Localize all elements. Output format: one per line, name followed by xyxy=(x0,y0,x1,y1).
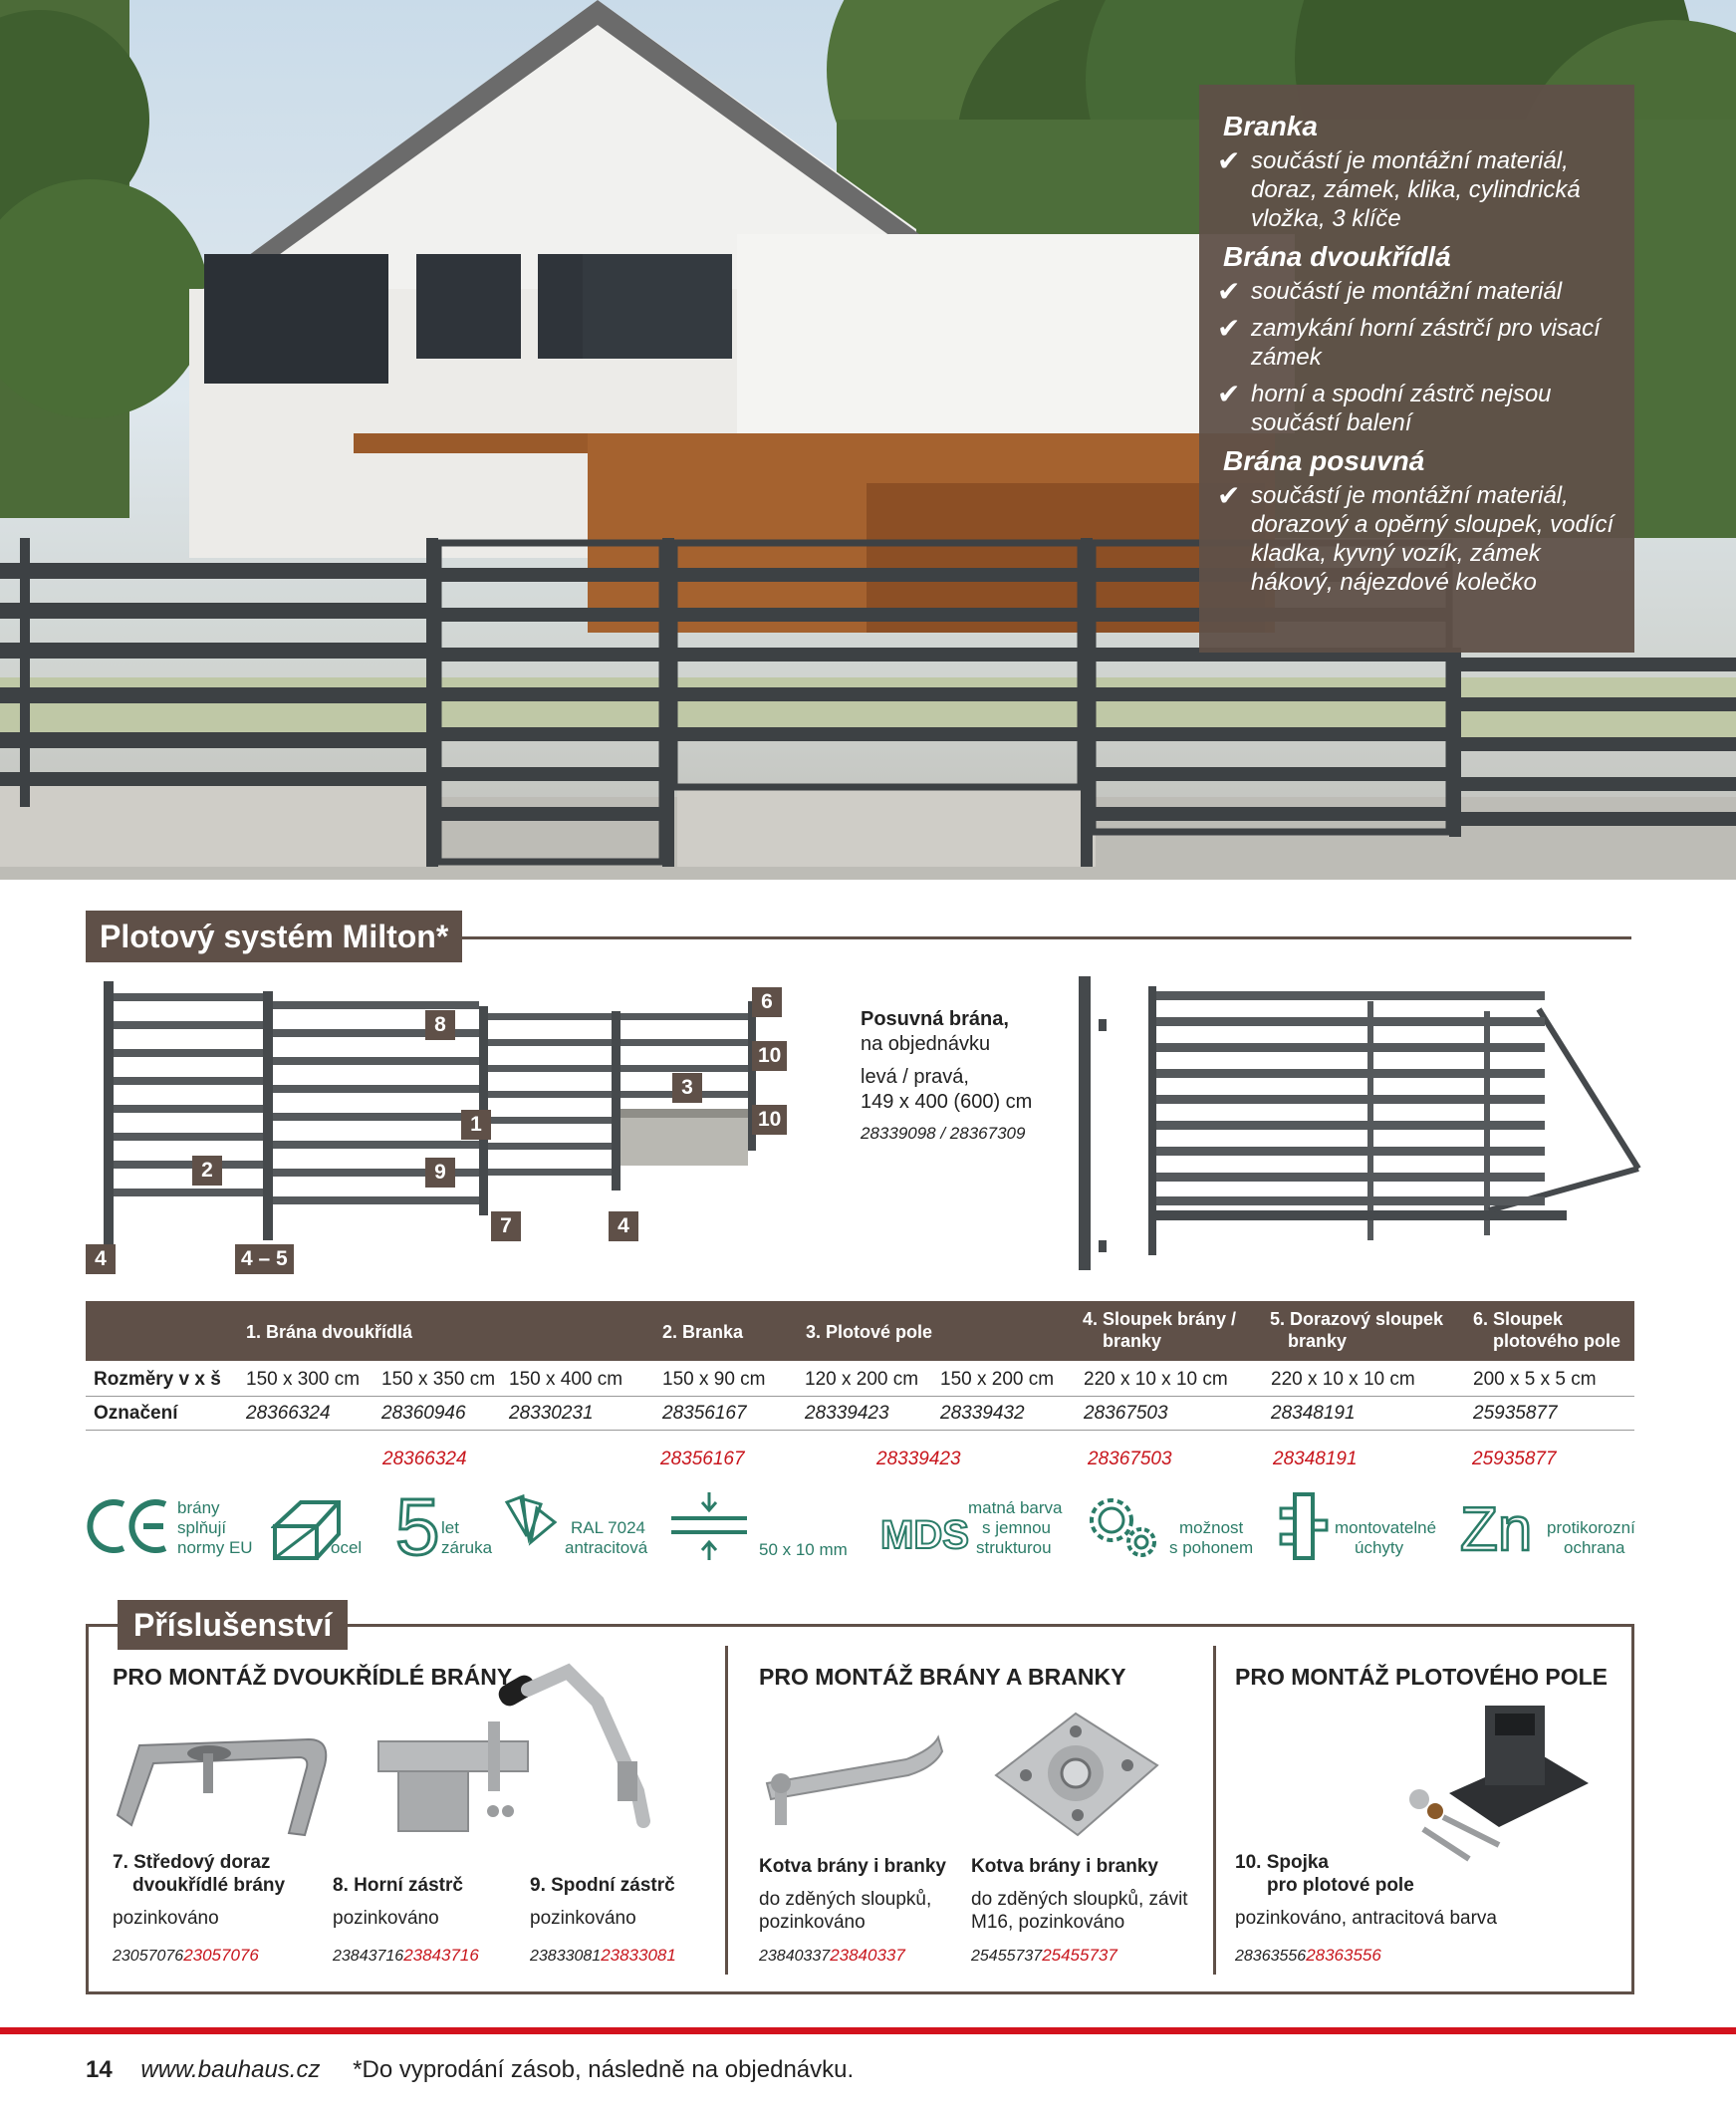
badge-10: 10 xyxy=(752,1041,787,1071)
sliding-gate-info: Posuvná brána, na objednávku levá / pravá, 149 x 400 (600) cm 28339098 / 28367309 xyxy=(861,1008,1033,1143)
gears-icon xyxy=(1088,1490,1162,1562)
red-code: 28356167 xyxy=(660,1449,745,1469)
red-code: 28339423 xyxy=(876,1449,961,1469)
sliding-gate-illustration xyxy=(1071,971,1648,1275)
group-heading-brany-branky: PRO MONTÁŽ BRÁNY A BRANKY xyxy=(759,1664,1126,1690)
gate-anchor-illustration xyxy=(757,1723,946,1843)
product-anchor-2: Kotva brány i branky do zděných sloupků, závit M16, pozinkováno 2545573725455737 xyxy=(971,1856,1188,1965)
center-stop-illustration xyxy=(110,1706,339,1845)
mds-logo-icon xyxy=(878,1490,973,1562)
footnote: *Do vyprodání zásob, následně na objednávku. xyxy=(353,2056,855,2083)
info-item: ✔ součástí je montážní materiál, dorazový a opěrný sloupek, vodící kladka, kyvný vozík, zámek hákový, nájezdové kolečko xyxy=(1217,480,1614,596)
bolt-lock-illustration xyxy=(369,1662,697,1841)
red-code: 28367503 xyxy=(1088,1449,1172,1469)
fence-connector-illustration xyxy=(1399,1694,1609,1863)
anchor-plate-illustration xyxy=(986,1706,1165,1845)
feature-profile: 50 x 10 mm xyxy=(669,1490,859,1562)
table-row-codes: Označení 28366324 28360946 28330231 28356167 28339423 28339432 28367503 28348191 25935877 xyxy=(94,1403,1558,1424)
badge-4-5: 4 – 5 xyxy=(235,1244,294,1274)
footer-bar xyxy=(0,2027,1736,2034)
check-icon: ✔ xyxy=(1217,313,1241,344)
section-divider xyxy=(454,936,1631,939)
check-icon: ✔ xyxy=(1217,379,1241,409)
footer xyxy=(86,2056,854,2084)
zinc-logo-icon xyxy=(1460,1490,1544,1562)
red-code: 28348191 xyxy=(1273,1449,1358,1469)
warranty-5-icon xyxy=(391,1490,439,1562)
website-link[interactable]: www.bauhaus.cz xyxy=(140,2056,321,2083)
product-connector: 10. Spojka pro plotové pole pozinkováno, antracitová barva 2836355628363556 xyxy=(1235,1852,1497,1965)
feature-color: RAL 7024 antracitová xyxy=(501,1490,660,1562)
spec-table-header: 1. Brána dvoukřídlá 2. Branka 3. Plotové pole 4. Sloupek brány / branky 5. Dorazový sloupek branky 6. Sloupek plotového pole xyxy=(86,1301,1634,1361)
badge-3: 3 xyxy=(672,1073,702,1103)
mount-bracket-icon xyxy=(1275,1490,1335,1562)
red-code: 25935877 xyxy=(1472,1449,1557,1469)
table-row-sizes: Rozměry v x š 150 x 300 cm 150 x 350 cm 150 x 400 cm 150 x 90 cm 120 x 200 cm 150 x 200 cm 220 x 10 x 10 cm 220 x 10 x 10 cm 200 x 5 x 5 cm xyxy=(94,1369,1597,1390)
badge-6: 6 xyxy=(752,987,782,1017)
product-center-stop: 7. Středový doraz dvoukřídlé brány pozinkováno 2305707623057076 xyxy=(113,1852,286,1965)
check-icon: ✔ xyxy=(1217,480,1241,511)
accessories-title: Příslušenství xyxy=(118,1600,348,1650)
group-heading-plotove-pole: PRO MONTÁŽ PLOTOVÉHO POLE xyxy=(1235,1664,1608,1690)
color-fan-icon xyxy=(501,1490,561,1562)
info-title-brana-dvoukridla: Brána dvoukřídlá xyxy=(1223,241,1451,272)
info-title-branka: Branka xyxy=(1223,111,1318,141)
info-item: ✔ zamykání horní zástrčí pro visací zámek xyxy=(1217,313,1601,371)
feature-steel: ocel xyxy=(271,1490,371,1562)
check-icon: ✔ xyxy=(1217,276,1241,307)
page-number: 14 xyxy=(86,2056,113,2083)
badge-10-b: 10 xyxy=(752,1105,787,1135)
badge-1: 1 xyxy=(461,1110,491,1140)
section-title: Plotový systém Milton* xyxy=(86,911,462,962)
hero-photo xyxy=(0,0,1736,880)
feature-mount: montovatelné úchyty xyxy=(1275,1490,1464,1562)
product-anchor-1: Kotva brány i branky do zděných sloupků, pozinkováno 2384033723840337 xyxy=(759,1856,946,1965)
badge-4-post: 4 xyxy=(609,1211,638,1241)
feature-mds: MDS matná barva s jemnou strukturou xyxy=(878,1490,1088,1562)
badge-2: 2 xyxy=(192,1156,222,1186)
profile-size-icon xyxy=(669,1490,749,1562)
svg-text:5: 5 xyxy=(395,1490,439,1562)
accessories-divider xyxy=(725,1646,728,1975)
feature-motor: možnost s pohonem xyxy=(1088,1490,1257,1562)
accessories-divider xyxy=(1213,1646,1216,1975)
badge-8: 8 xyxy=(425,1010,455,1040)
info-title-brana-posuvna: Brána posuvná xyxy=(1223,445,1425,476)
badge-7: 7 xyxy=(491,1211,521,1241)
ce-mark-icon xyxy=(86,1490,175,1562)
info-item: ✔ součástí je montážní materiál xyxy=(1217,276,1563,307)
check-icon: ✔ xyxy=(1217,145,1241,176)
svg-text:Zn: Zn xyxy=(1460,1495,1533,1562)
product-top-bolt: 8. Horní zástrč pozinkováno 2384371623843716 xyxy=(333,1875,479,1965)
info-item: ✔ horní a spodní zástrč nejsou součástí balení xyxy=(1217,379,1552,436)
badge-9: 9 xyxy=(425,1158,455,1188)
info-item: ✔ součástí je montážní materiál, doraz, zámek, klika, cylindrická vložka, 3 klíče xyxy=(1217,145,1581,232)
features-info-box xyxy=(1199,85,1634,653)
table-divider xyxy=(86,1430,1634,1431)
feature-zn: Zn protikorozní ochrana xyxy=(1460,1490,1639,1562)
feature-warranty: 5 let záruka xyxy=(391,1490,501,1562)
badge-4: 4 xyxy=(86,1244,116,1274)
feature-ce: brány splňují normy EU xyxy=(86,1490,265,1562)
group-heading-dvoukridle: PRO MONTÁŽ DVOUKŘÍDLÉ BRÁNY xyxy=(113,1664,513,1690)
svg-text:MDS: MDS xyxy=(880,1513,969,1557)
red-code: 28366324 xyxy=(382,1449,467,1469)
product-bottom-bolt: 9. Spodní zástrč pozinkováno 2383308123833081 xyxy=(530,1875,676,1965)
